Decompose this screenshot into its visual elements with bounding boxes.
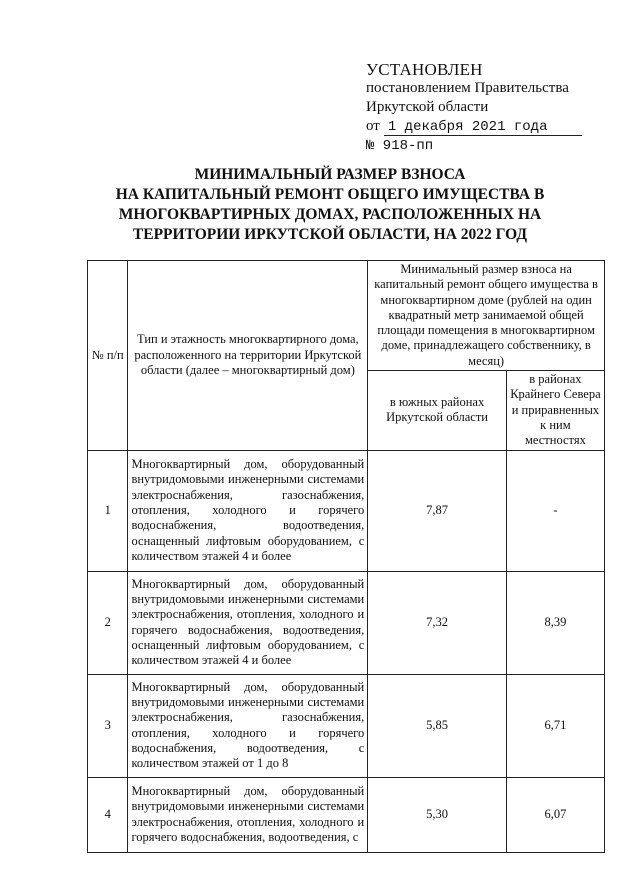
heading-line-3: МНОГОКВАРТИРНЫХ ДОМАХ, РАСПОЛОЖЕННЫХ НА <box>118 206 542 223</box>
header-num: № п/п <box>88 261 128 451</box>
row-type: Многоквартирный дом, оборудованный внутридомовыми инженерными системами электроснабжения, отопления, холодного и горячего водоснабжения, водоотведения, оснащенный лифтовым оборудованием, с количеством этажей 4 и более <box>128 571 368 674</box>
row-num: 1 <box>88 450 128 571</box>
approval-date-prefix: от <box>366 118 380 134</box>
heading-line-2: НА КАПИТАЛЬНЫЙ РЕМОНТ ОБЩЕГО ИМУЩЕСТВА В <box>115 186 545 203</box>
approval-line-1: постановлением Правительства <box>366 80 569 96</box>
table-row <box>88 777 605 852</box>
header-fee: Минимальный размер взноса на капитальный ремонт общего имущества в многоквартирном доме (рублей на один квадратный метр занимаемой общей площади помещения в многоквартирном доме, принадлежащего собственнику, в месяц) <box>368 261 605 371</box>
row-south-value: 7,32 <box>368 571 507 674</box>
header-type: Тип и этажность многоквартирного дома, расположенного на территории Иркутской области (далее – многоквартирный дом) <box>128 261 368 451</box>
approval-line-2: Иркутской области <box>366 99 489 115</box>
heading-line-1: МИНИМАЛЬНЫЙ РАЗМЕР ВЗНОСА <box>194 166 466 183</box>
fee-table <box>87 260 605 853</box>
table-row <box>88 450 605 571</box>
heading-line-4: ТЕРРИТОРИИ ИРКУТСКОЙ ОБЛАСТИ, НА 2022 ГОД <box>132 226 528 243</box>
row-north-value: 8,39 <box>506 571 604 674</box>
row-num: 4 <box>88 777 128 852</box>
row-type: Многоквартирный дом, оборудованный внутридомовыми инженерными системами электроснабжения, газоснабжения, отопления, холодного и горячего водоснабжения, водоотведения, оснащенный лифтовым оборудованием, с количеством этажей 4 и более <box>128 450 368 571</box>
row-south-value: 7,87 <box>368 450 507 571</box>
row-type: Многоквартирный дом, оборудованный внутридомовыми инженерными системами электроснабжения, отопления, холодного и горячего водоснабжения, водоотведения, с <box>128 777 368 852</box>
table-row <box>88 674 605 777</box>
approval-title: УСТАНОВЛЕН <box>366 60 483 79</box>
row-north-value: 6,71 <box>506 674 604 777</box>
document-heading <box>110 165 550 245</box>
row-num: 2 <box>88 571 128 674</box>
approval-date: 1 декабря 2021 года <box>384 119 582 136</box>
header-north: в районах Крайнего Севера и приравненных к ним местностях <box>506 371 604 450</box>
row-south-value: 5,85 <box>368 674 507 777</box>
row-type: Многоквартирный дом, оборудованный внутридомовыми инженерными системами электроснабжения, газоснабжения, отопления, холодного и горячего водоснабжения, водоотведения, с количеством этажей от 1 до 8 <box>128 674 368 777</box>
header-south: в южных районах Иркутской области <box>368 371 507 450</box>
approval-number: № 918-пп <box>366 138 434 154</box>
approval-date-line <box>366 117 606 136</box>
row-north-value: 6,07 <box>506 777 604 852</box>
row-north-value: - <box>506 450 604 571</box>
approval-block <box>366 60 606 155</box>
table-row <box>88 571 605 674</box>
table-header-row <box>88 261 605 371</box>
row-num: 3 <box>88 674 128 777</box>
row-south-value: 5,30 <box>368 777 507 852</box>
